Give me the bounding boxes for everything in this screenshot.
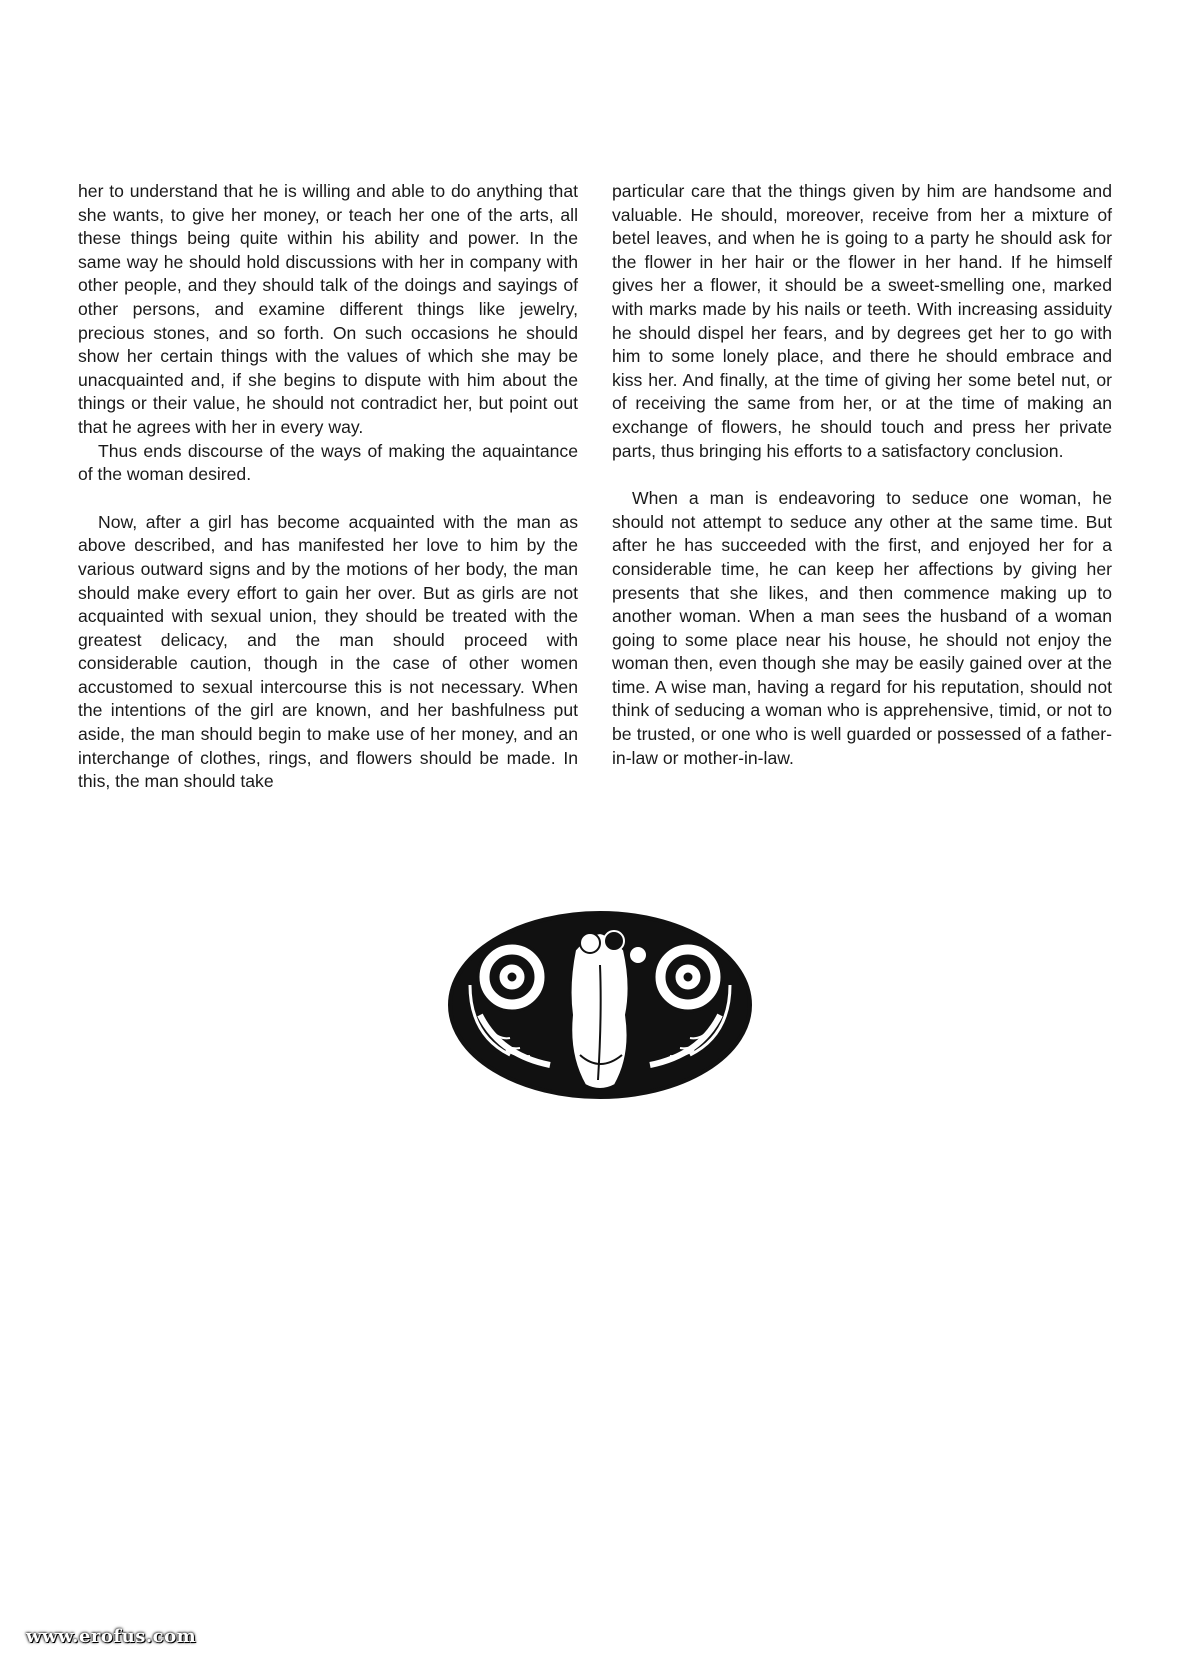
site-watermark: www.erofus.com [26,1626,197,1647]
paragraph-girl-acquainted: Now, after a girl has become acquainted with the man as above described, and has manifested her love to him by the various outward signs and by the motions of her body, the man should make every effort to gain her over. But as girls are not acquainted with sexual union, they should be treated with the greatest delicacy, and the man should proceed with considerable caution, though in the case of other women accustomed to sexual intercourse this is not necessary. When the intentions of the girl are known, and her bashfulness put aside, the man should begin to make use of her money, and an interchange of clothes, rings, and flowers should be made. In this, the man should take [78,511,578,792]
paragraph-closing-remark: Thus ends discourse of the ways of making the aquaintance of the woman desired. [78,440,578,485]
left-text-column [78,180,578,794]
paragraph-particular-care: particular care that the things given by him are handsome and valuable. He should, moreover, receive from her a mixture of betel leaves, and when he is going to a party he should ask for the flower in her hair or the flower in her hand. If he himself gives her a flower, it should be a sweet-smelling one, marked with marks made by his nails or teeth. With increasing assiduity he should dispel her fears, and by degrees get her to go with him to some lonely place, and there he should embrace and kiss her. And finally, at the time of giving her some betel nut, or of receiving the same from her, or at the time of making an exchange of flowers, he should touch and press her private parts, thus bringing his efforts to a satisfactory conclusion. [612,181,1112,461]
paragraph-seduce-one-woman: When a man is endeavoring to seduce one woman, he should not attempt to seduce any other at the same time. But after he has succeeded with the first, and enjoyed her for a considerable time, he can keep her affections by giving her presents that she likes, and then commence making up to another woman. When a man sees the husband of a woman going to some place near his house, he should not enjoy the woman then, even though she may be easily gained over at the time. A wise man, having a regard for his reputation, should not think of seducing a woman who is apprehensive, timid, or not to be trusted, or one who is well guarded or possessed of a father-in-law or mother-in-law. [612,488,1112,768]
paragraph-continuation: her to understand that he is willing and able to do anything that she wants, to give her money, or teach her one of the arts, all these things being quite within his ability and power. In the same way he should hold discussions with her in company with other people, and they should talk of the doings and sayings of other persons, and examine different things like jewelry, precious stones, and so forth. On such occasions he should show her certain things with the values of which she may be unacquainted and, if she begins to dispute with him about the things or their value, he should not contradict her, but point out that he agrees with her in every way. [78,181,578,437]
ornamental-vignette-illustration [440,905,760,1105]
right-text-column [612,180,1112,770]
